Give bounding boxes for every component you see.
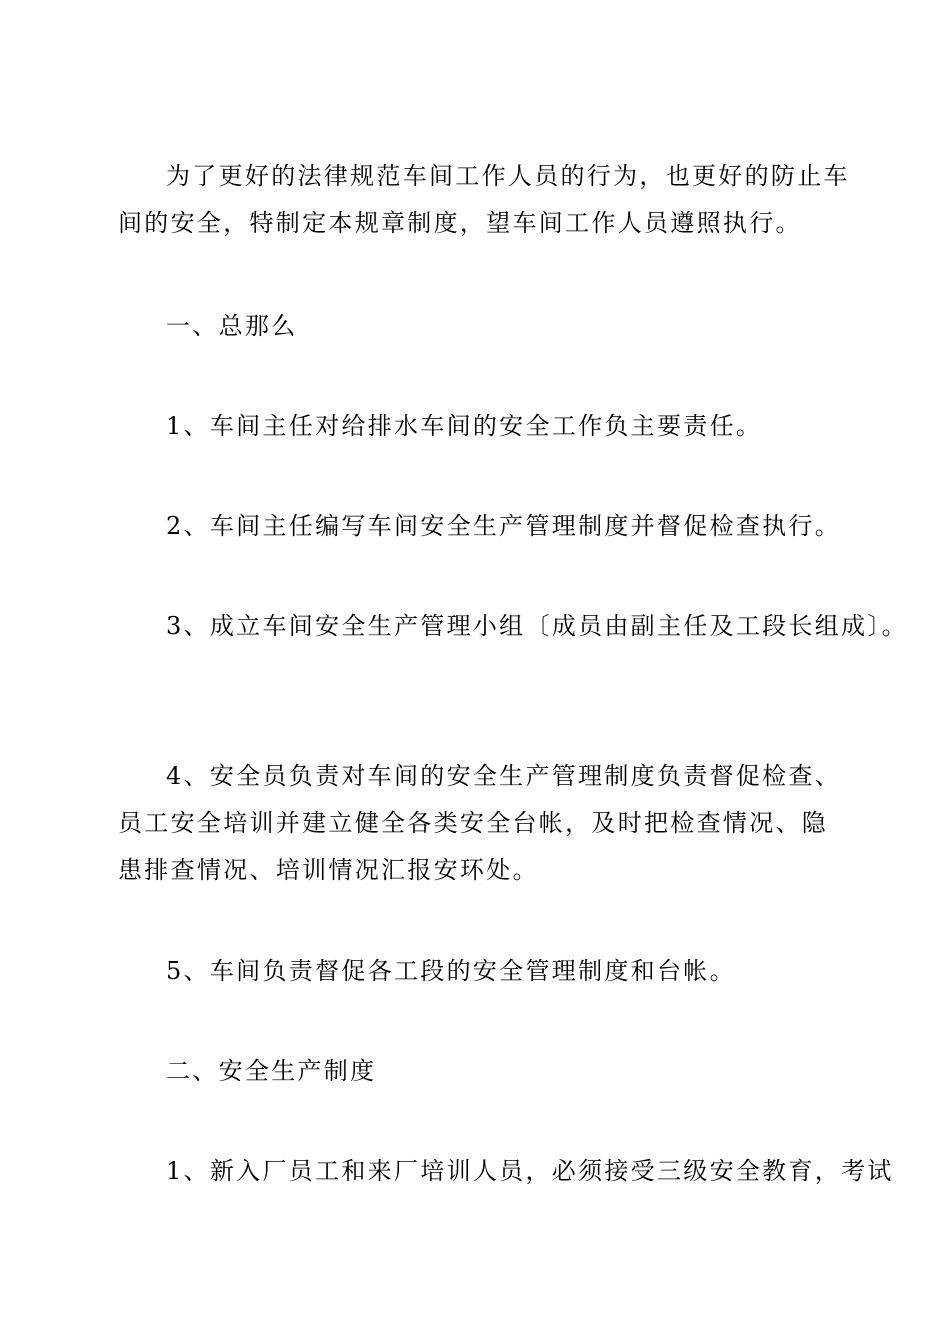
general-item-1: 1、车间主任对给排水车间的安全工作负主要责任。 [166, 412, 763, 440]
general-item-3: 3、成立车间安全生产管理小组〔成员由副主任及工段长组成〕。 [166, 612, 908, 640]
general-item-5: 5、车间负责督促各工段的安全管理制度和台帐。 [166, 957, 736, 985]
section-heading-safety-production: 二、安全生产制度 [166, 1057, 377, 1085]
general-item-4: 4、安全员负责对车间的安全生产管理制度负责督促检查、员工安全培训并建立健全各类安全台帐，及时把检查情况、隐患排查情况、培训情况汇报安环处。 [118, 762, 842, 884]
section-heading-general: 一、总那么 [166, 312, 298, 340]
safety-item-1: 1、新入厂员工和来厂培训人员，必须接受三级安全教育，考试 [166, 1157, 894, 1185]
general-item-2: 2、车间主任编写车间安全生产管理制度并督促检查执行。 [166, 512, 842, 540]
intro-paragraph: 为了更好的法律规范车间工作人员的行为，也更好的防止车间的安全，特制定本规章制度，望车间工作人员遵照执行。 [118, 162, 850, 237]
